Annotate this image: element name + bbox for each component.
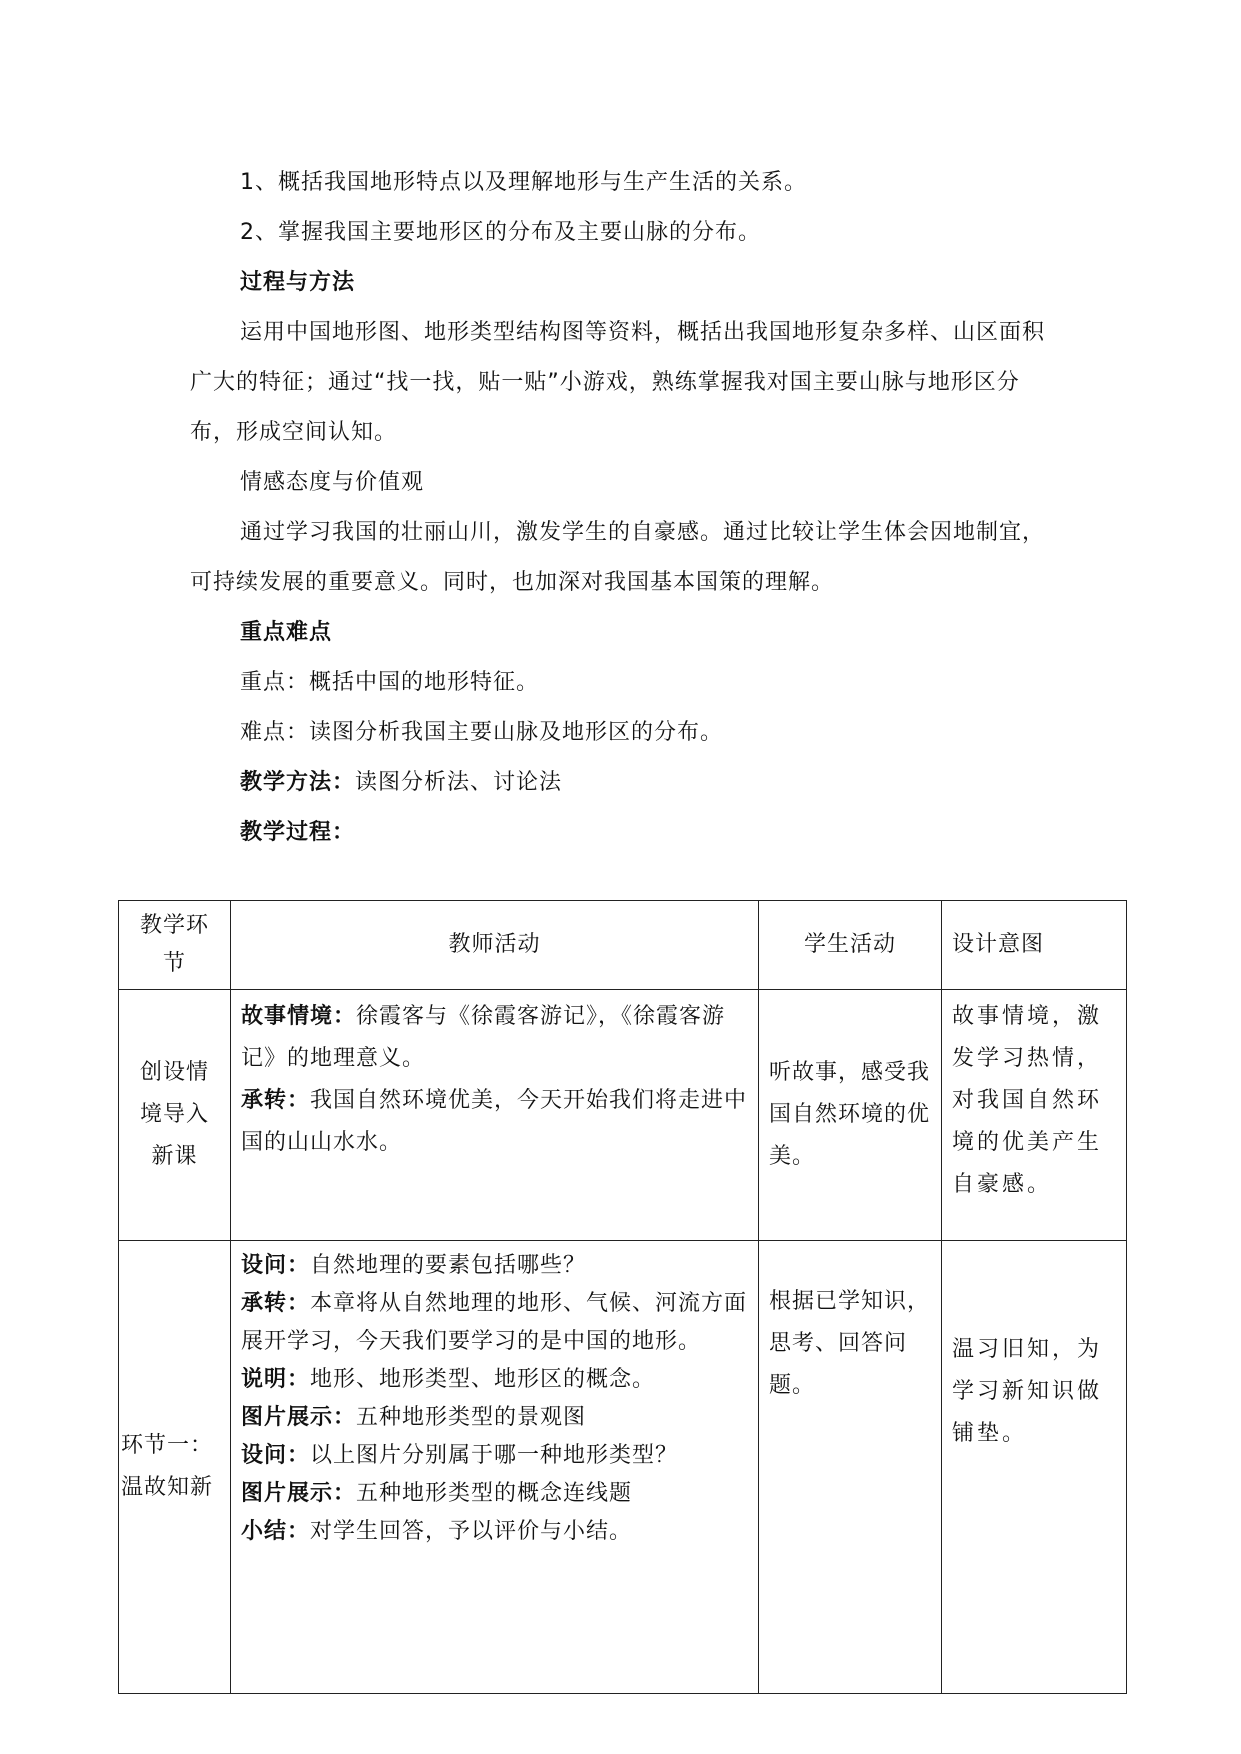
objective-line-1: 1、概括我国地形特点以及理解地形与生产生活的关系。 xyxy=(240,170,807,195)
heading-key-points: 重点难点 xyxy=(240,620,333,645)
hard-point-line: 难点：读图分析我国主要山脉及地形区的分布。 xyxy=(240,720,724,745)
heading-process-method: 过程与方法 xyxy=(240,270,356,295)
teacher-item: 图片展示：五种地形类型的景观图 xyxy=(241,1405,587,1430)
row2-teacher xyxy=(231,1241,759,1694)
emotion-text: 通过学习我国的壮丽山川，激发学生的自豪感。通过比较让学生体会因地制宜，可持续发展的重要意义。同时，也加深对我国基本国策的理解。 xyxy=(190,520,1046,595)
row1-section: 创设情境导入新课 xyxy=(119,990,231,1241)
key-point-line: 重点：概括中国的地形特征。 xyxy=(240,670,540,695)
teacher-item: 故事情境：徐霞客与《徐霞客游记》，《徐霞客游记》的地理意义。 xyxy=(241,1004,726,1071)
row2-intent: 温习旧知，为学习新知识做铺垫。 xyxy=(942,1241,1127,1694)
objective-line-2: 2、掌握我国主要地形区的分布及主要山脉的分布。 xyxy=(240,220,761,245)
row1-intent: 故事情境，激发学习热情，对我国自然环境的优美产生自豪感。 xyxy=(942,990,1127,1241)
row1-teacher xyxy=(231,990,759,1241)
teaching-methods-line: 教学方法：读图分析法、讨论法 xyxy=(240,770,563,795)
table-header-row xyxy=(119,901,1127,990)
teacher-item: 设问：自然地理的要素包括哪些？ xyxy=(241,1253,587,1278)
header-intent: 设计意图 xyxy=(942,901,1127,990)
lesson-table xyxy=(118,900,1127,1694)
header-teacher: 教师活动 xyxy=(231,901,759,990)
row2-section: 环节一：温故知新 xyxy=(119,1241,231,1694)
row2-student: 根据已学知识，思考、回答问题。 xyxy=(759,1241,942,1694)
teacher-item: 图片展示：五种地形类型的概念连线题 xyxy=(241,1481,633,1506)
teacher-item: 承转：本章将从自然地理的地形、气候、河流方面展开学习，今天我们要学习的是中国的地形。 xyxy=(241,1291,748,1354)
header-student: 学生活动 xyxy=(759,901,942,990)
process-method-text: 运用中国地形图、地形类型结构图等资料，概括出我国地形复杂多样、山区面积广大的特征；通过“找一找，贴一贴”小游戏，熟练掌握我对国主要山脉与地形区分布，形成空间认知。 xyxy=(190,320,1046,445)
teacher-item: 设问：以上图片分别属于哪一种地形类型？ xyxy=(241,1443,679,1468)
teacher-item: 承转：我国自然环境优美，今天开始我们将走进中国的山山水水。 xyxy=(241,1088,748,1155)
heading-emotion: 情感态度与价值观 xyxy=(240,470,425,495)
heading-teaching-process: 教学过程： xyxy=(240,820,356,845)
table-row xyxy=(119,990,1127,1241)
teacher-item: 说明：地形、地形类型、地形区的概念。 xyxy=(241,1367,656,1392)
row1-student: 听故事，感受我国自然环境的优美。 xyxy=(759,990,942,1241)
teacher-item: 小结：对学生回答，予以评价与小结。 xyxy=(241,1519,633,1544)
header-section: 教学环节 xyxy=(119,901,231,990)
table-row xyxy=(119,1241,1127,1694)
